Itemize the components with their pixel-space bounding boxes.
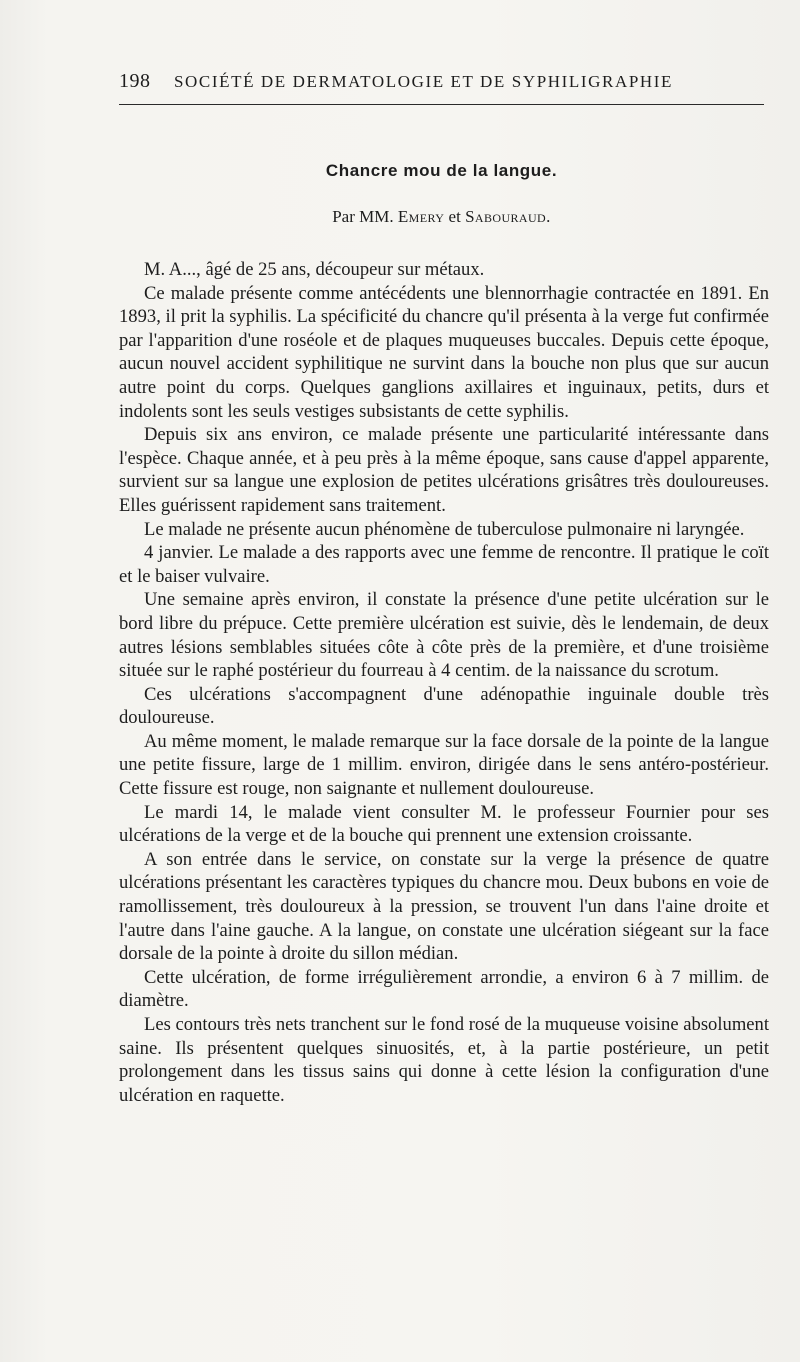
paragraph: Ce malade présente comme antécédents une blennorrhagie contractée en 1891. En 1893, il prit la syphilis. La spécificité du chancre qu'il présenta à la verge fut confirmée par l'apparition d'une roséole et de plaques muqueuses buccales. Depuis cette époque, aucun nouvel accident syphilitique ne survint dans la bouche non plus que sur aucun autre point du corps. Quelques ganglions axillaires et inguinaux, petits, durs et indolents sont les seuls vestiges subsistants de cette syphilis. — [119, 282, 769, 422]
paragraph: Depuis six ans environ, ce malade présente une particularité intéressante dans l'espèce. Chaque année, et à peu près à la même époque, sans cause d'appel apparente, survient sur sa langue une explosion de petites ulcérations grisâtres très douloureuses. Elles guérissent rapidement sans traitement. — [119, 424, 769, 516]
header-rule — [119, 104, 764, 105]
paragraph: Une semaine après environ, il constate la présence d'une petite ulcération sur le bord libre du prépuce. Cette première ulcération est suivie, dès le lendemain, de deux autres lésions semblables situées côte à côte près de la première, et d'une troisième située sur le raphé postérieur du fourreau à 4 centim. de la naissance du scrotum. — [119, 589, 769, 682]
paragraph: 4 janvier. Le malade a des rapports avec une femme de rencontre. Il pratique le coït et le baiser vulvaire. — [119, 542, 769, 587]
article-title: Chancre mou de la langue. — [325, 161, 558, 180]
paragraph: Le malade ne présente aucun phénomène de tuberculose pulmonaire ni laryngée. — [144, 518, 745, 540]
author-name: Emery — [397, 207, 445, 226]
paragraph: M. A..., âgé de 25 ans, découpeur sur métaux. — [144, 259, 485, 280]
paragraph: A son entrée dans le service, on constate sur la verge la présence de quatre ulcérations présentant les caractères typiques du chancre mou. Deux bubons en voie de ramollissement, très douloureux à la pression, se trouvent l'un dans l'aine droite et l'autre dans l'aine gauche. A la langue, on constate une ulcération siégeant sur la face dorsale de la pointe à droite du sillon médian. — [119, 848, 769, 965]
running-title: SOCIÉTÉ DE DERMATOLOGIE ET DE SYPHILIGRAPHIE — [174, 72, 674, 91]
authors-conjunction: et — [448, 207, 461, 226]
paragraph: Le mardi 14, le malade vient consulter M. le professeur Fournier pour ses ulcérations de la verge et de la bouche qui prennent une extension croissante. — [119, 801, 769, 847]
paragraph: Au même moment, le malade remarque sur la face dorsale de la pointe de la langue une petite fissure, large de 1 millim. environ, dirigée dans le sens antéro-postérieur. Cette fissure est rouge, non saignante et nullement douloureuse. — [119, 730, 769, 800]
paragraph: Les contours très nets tranchent sur le fond rosé de la muqueuse voisine absolument saine. Ils présentent quelques sinuosités, et, à la partie postérieure, un petit prolongement dans les tissus sains qui donne à cette lésion la configuration d'une ulcération en raquette. — [119, 1014, 769, 1106]
page-number: 198 — [119, 70, 151, 92]
page-header — [119, 70, 764, 98]
paragraph: Ces ulcérations s'accompagnent d'une adénopathie inguinale double très douloureuse. — [119, 683, 769, 729]
authors-prefix: Par MM. — [332, 207, 394, 226]
paragraph: Cette ulcération, de forme irrégulièrement arrondie, a environ 6 à 7 millim. de diamètre. — [119, 966, 769, 1012]
author-name: Sabouraud. — [465, 207, 551, 226]
article-authors — [119, 207, 764, 227]
article-body — [119, 258, 769, 1107]
